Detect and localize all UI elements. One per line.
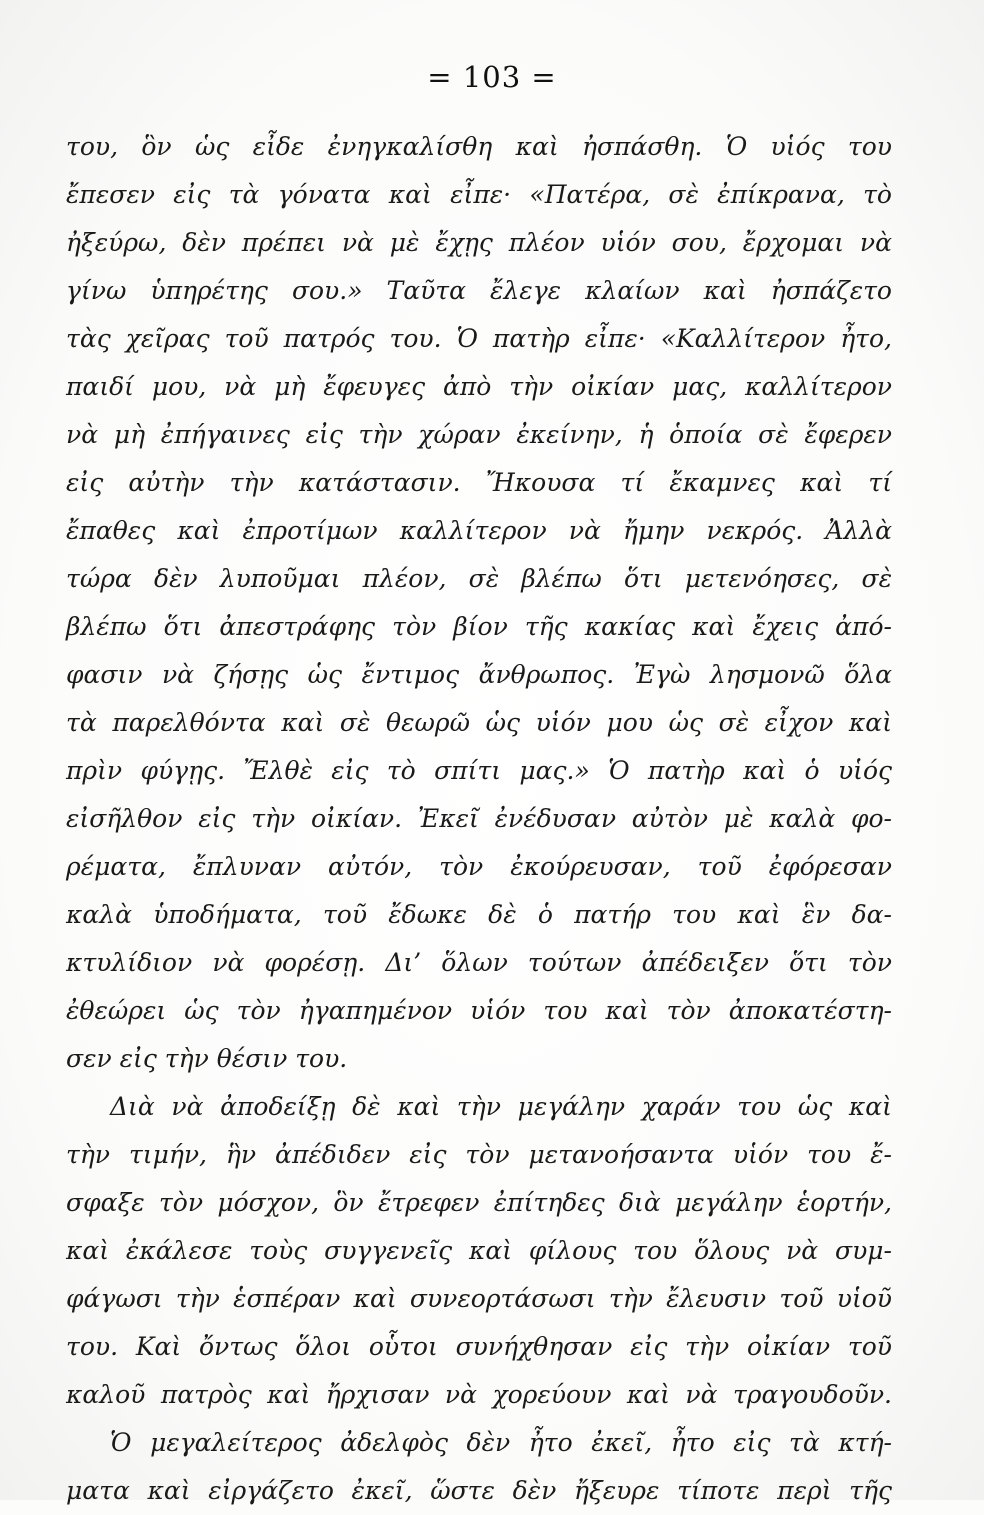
text-line: του, ὃν ὡς εἶδε ἐνηγκαλίσθη καὶ ἠσπάσθη. Ὁ υἱός του xyxy=(66,132,892,161)
page-number: = 103 = xyxy=(427,60,557,94)
text-line: καλὰ ὑποδήματα, τοῦ ἔδωκε δὲ ὁ πατήρ του καὶ ἓν δα- xyxy=(66,900,892,929)
text-line: ἔπαθες καὶ ἐπροτίμων καλλίτερον νὰ ἤμην νεκρός. Ἀλλὰ xyxy=(66,516,892,545)
text-line: τώρα δὲν λυποῦμαι πλέον, σὲ βλέπω ὅτι μετενόησες, σὲ xyxy=(66,564,892,593)
text-line: γίνω ὑπηρέτης σου.» Ταῦτα ἔλεγε κλαίων καὶ ἠσπάζετο xyxy=(66,276,892,305)
text-line: ἔπεσεν εἰς τὰ γόνατα καὶ εἶπε· «Πατέρα, σὲ ἐπίκρανα, τὸ xyxy=(66,180,892,209)
text-line: του. Καὶ ὄντως ὅλοι οὗτοι συνήχθησαν εἰς τὴν οἰκίαν τοῦ xyxy=(66,1332,892,1361)
text-line: φάγωσι τὴν ἑσπέραν καὶ συνεορτάσωσι τὴν ἔλευσιν τοῦ υἱοῦ xyxy=(66,1284,892,1313)
text-line: τὰ παρελθόντα καὶ σὲ θεωρῶ ὡς υἱόν μου ὡς σὲ εἶχον καὶ xyxy=(66,708,892,737)
text-line: πρὶν φύγῃς. Ἔλθὲ εἰς τὸ σπίτι μας.» Ὁ πατὴρ καὶ ὁ υἱός xyxy=(66,756,892,785)
text-line: καλοῦ πατρὸς καὶ ἤρχισαν νὰ χορεύουν καὶ νὰ τραγουδοῦν. xyxy=(66,1380,892,1409)
text-line: τὰς χεῖρας τοῦ πατρός του. Ὁ πατὴρ εἶπε· «Καλλίτερον ἦτο, xyxy=(66,324,892,353)
text-line: καὶ ἐκάλεσε τοὺς συγγενεῖς καὶ φίλους του ὅλους νὰ συμ- xyxy=(66,1236,892,1265)
text-line: φασιν νὰ ζήσῃς ὡς ἔντιμος ἄνθρωπος. Ἐγὼ λησμονῶ ὅλα xyxy=(66,660,892,689)
body-text xyxy=(66,123,892,1515)
text-line: Διὰ νὰ ἀποδείξῃ δὲ καὶ τὴν μεγάλην χαράν του ὡς καὶ xyxy=(110,1092,892,1121)
text-line: τὴν τιμήν, ἣν ἀπέδιδεν εἰς τὸν μετανοήσαντα υἱόν του ἔ- xyxy=(66,1140,892,1169)
text-line: Ὁ μεγαλείτερος ἀδελφὸς δὲν ἦτο ἐκεῖ, ἦτο εἰς τὰ κτή- xyxy=(110,1428,892,1457)
text-line: παιδί μου, νὰ μὴ ἔφευγες ἀπὸ τὴν οἰκίαν μας, καλλίτερον xyxy=(66,372,892,401)
text-line: νὰ μὴ ἐπήγαινες εἰς τὴν χώραν ἐκείνην, ἡ ὁποία σὲ ἔφερεν xyxy=(66,420,892,449)
text-line: κτυλίδιον νὰ φορέσῃ. Δι’ ὅλων τούτων ἀπέδειξεν ὅτι τὸν xyxy=(66,948,892,977)
text-line: ρέματα, ἔπλυναν αὐτόν, τὸν ἐκούρευσαν, τοῦ ἐφόρεσαν xyxy=(66,852,892,881)
text-line: σεν εἰς τὴν θέσιν του. xyxy=(66,1044,348,1073)
text-line: ἠξεύρω, δὲν πρέπει νὰ μὲ ἔχῃς πλέον υἱόν σου, ἔρχομαι νὰ xyxy=(66,228,892,257)
text-line: εἰσῆλθον εἰς τὴν οἰκίαν. Ἐκεῖ ἐνέδυσαν αὐτὸν μὲ καλὰ φο- xyxy=(66,804,892,833)
text-line: σφαξε τὸν μόσχον, ὃν ἔτρεφεν ἐπίτηδες διὰ μεγάλην ἑορτήν, xyxy=(66,1188,892,1217)
text-line: ἐθεώρει ὡς τὸν ἠγαπημένον υἱόν του καὶ τὸν ἀποκατέστη- xyxy=(66,996,892,1025)
text-line: ματα καὶ εἰργάζετο ἐκεῖ, ὥστε δὲν ἤξευρε τίποτε περὶ τῆς xyxy=(66,1476,892,1505)
text-line: βλέπω ὅτι ἀπεστράφης τὸν βίον τῆς κακίας καὶ ἔχεις ἀπό- xyxy=(66,612,892,641)
text-line: εἰς αὐτὴν τὴν κατάστασιν. Ἤκουσα τί ἔκαμνες καὶ τί xyxy=(66,468,892,497)
